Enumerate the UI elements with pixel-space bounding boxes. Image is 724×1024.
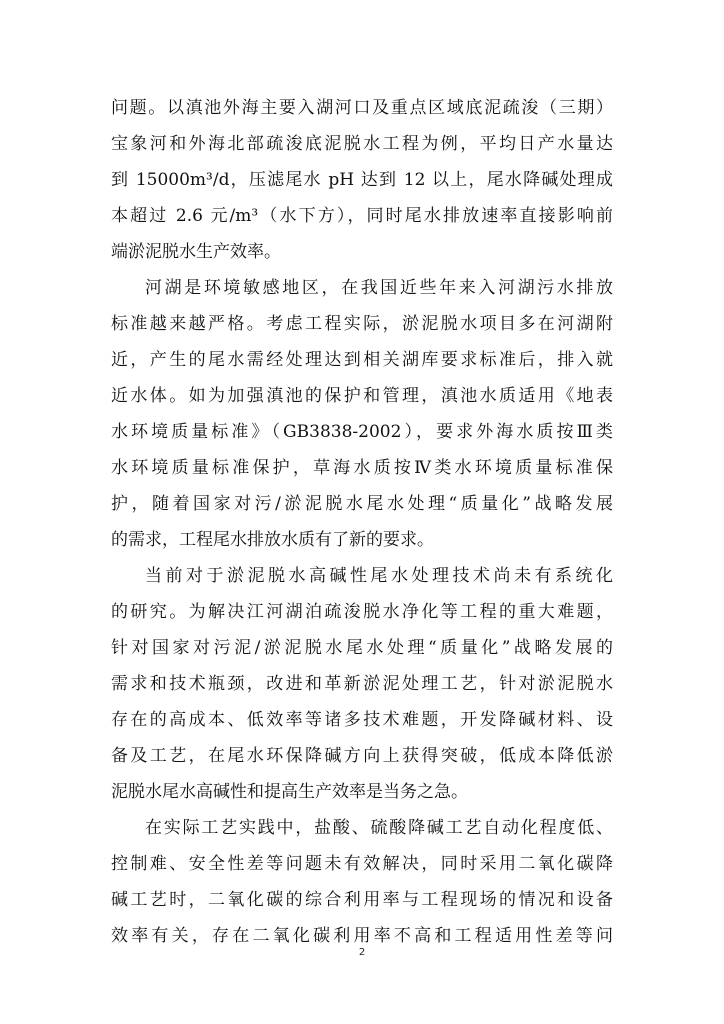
text-line: 存在的高成本、低效率等诸多技术难题，开发降碱材料、设 — [111, 710, 613, 730]
text-line: 的需求，工程尾水排放水质有了新的要求。 — [111, 530, 434, 550]
text-line: 本超过 2.6 元/m³（水下方），同时尾水排放速率直接影响前 — [111, 206, 613, 226]
text-line: 碱工艺时，二氧化碳的综合利用率与工程现场的情况和设备 — [111, 890, 613, 910]
text-line: 在实际工艺实践中，盐酸、硫酸降碱工艺自动化程度低、 — [145, 818, 613, 838]
text-line: 标准越来越严格。考虑工程实际，淤泥脱水项目多在河湖附 — [111, 314, 613, 334]
text-line: 泥脱水尾水高碱性和提高生产效率是当务之急。 — [111, 782, 468, 802]
page-number: 2 — [358, 947, 366, 958]
text-line: 河湖是环境敏感地区，在我国近些年来入河湖污水排放 — [145, 278, 613, 298]
text-line: 控制难、安全性差等问题未有效解决，同时采用二氧化碳降 — [111, 854, 613, 874]
text-line: 端淤泥脱水生产效率。 — [111, 242, 281, 262]
text-line: 需求和技术瓶颈，改进和革新淤泥处理工艺，针对淤泥脱水 — [111, 674, 613, 694]
text-line: 备及工艺，在尾水环保降碱方向上获得突破，低成本降低淤 — [111, 746, 613, 766]
body-text — [111, 90, 613, 954]
text-line: 近水体。如为加强滇池的保护和管理，滇池水质适用《地表 — [111, 386, 613, 406]
text-line: 效率有关，存在二氧化碳利用率不高和工程适用性差等问 — [111, 926, 613, 946]
text-line: 到 15000m³/d，压滤尾水 pH 达到 12 以上，尾水降碱处理成 — [111, 170, 613, 190]
text-line: 问题。以滇池外海主要入湖河口及重点区域底泥疏浚（三期） — [111, 98, 613, 118]
text-line: 护，随着国家对污/淤泥脱水尾水处理“质量化”战略发展 — [111, 494, 613, 514]
text-line: 的研究。为解决江河湖泊疏浚脱水净化等工程的重大难题， — [111, 602, 613, 622]
text-line: 近，产生的尾水需经处理达到相关湖库要求标准后，排入就 — [111, 350, 613, 370]
text-line: 当前对于淤泥脱水高碱性尾水处理技术尚未有系统化 — [145, 566, 613, 586]
text-line: 水环境质量标准》（GB3838-2002），要求外海水质按Ⅲ类 — [111, 422, 613, 442]
text-line: 宝象河和外海北部疏浚底泥脱水工程为例，平均日产水量达 — [111, 134, 613, 154]
text-line: 针对国家对污泥/淤泥脱水尾水处理“质量化”战略发展的 — [111, 638, 613, 658]
text-line: 水环境质量标准保护，草海水质按Ⅳ类水环境质量标准保 — [111, 458, 613, 478]
